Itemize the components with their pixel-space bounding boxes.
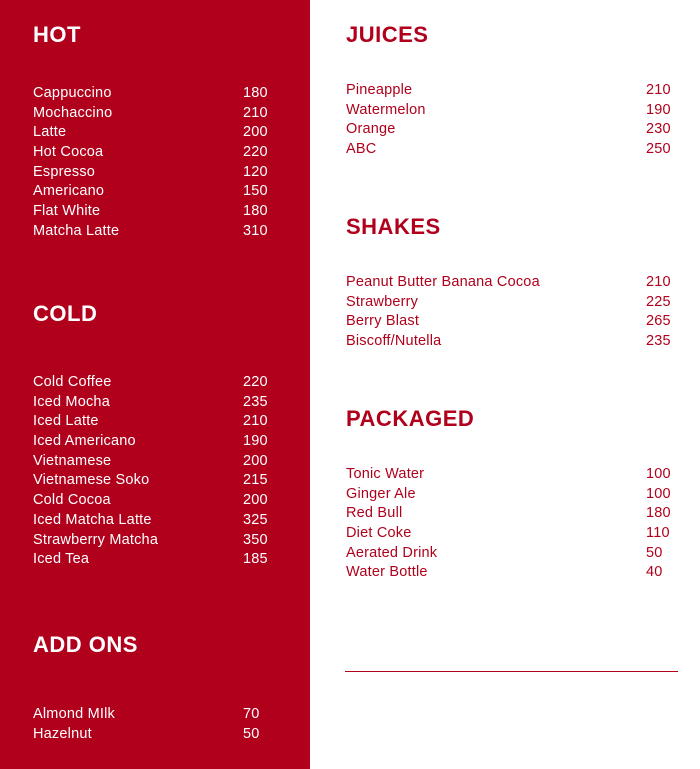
menu-item (33, 222, 268, 242)
menu-item (346, 524, 670, 544)
item-price: 210 (243, 413, 268, 430)
menu-item (33, 412, 268, 432)
item-price: 110 (646, 525, 670, 542)
section-heading: ADD ONS (33, 632, 138, 657)
item-name: Tonic Water (346, 466, 425, 482)
item-name: Watermelon (346, 101, 426, 118)
menu-item (33, 705, 260, 725)
section-heading: SHAKES (346, 214, 441, 239)
menu-item (346, 81, 671, 101)
item-price: 70 (243, 706, 260, 722)
menu-item (33, 471, 268, 491)
item-price: 120 (243, 163, 268, 180)
menu-item (33, 550, 268, 570)
item-name: Latte (33, 124, 67, 141)
menu-item (33, 84, 268, 104)
item-name: Iced Tea (33, 551, 90, 568)
item-price: 220 (243, 144, 268, 161)
menu-item (33, 123, 268, 143)
menu-item (346, 563, 663, 583)
item-price: 230 (646, 121, 671, 138)
item-price: 350 (243, 531, 268, 548)
item-name: Matcha Latte (33, 222, 120, 239)
item-name: Hazelnut (33, 725, 92, 742)
section-add-ons (33, 632, 283, 742)
item-price: 200 (243, 124, 268, 141)
section-cold (33, 301, 283, 568)
section-packaged (346, 406, 686, 581)
item-name: ABC (346, 141, 377, 158)
menu-item (346, 544, 663, 564)
item-list (33, 705, 260, 744)
section-heading: HOT (33, 22, 81, 47)
item-name: Orange (346, 121, 396, 138)
menu-item (346, 504, 671, 524)
item-price: 100 (646, 466, 671, 482)
item-price: 185 (243, 551, 268, 568)
item-name: Strawberry Matcha (33, 531, 159, 548)
item-name: Diet Coke (346, 525, 412, 542)
item-name: Water Bottle (346, 564, 428, 581)
item-price: 200 (243, 492, 268, 509)
item-name: Berry Blast (346, 313, 420, 330)
item-price: 50 (243, 725, 260, 742)
section-hot (33, 22, 283, 239)
item-name: Vietnamese Soko (33, 472, 150, 489)
item-list (346, 465, 671, 583)
item-name: Iced Matcha Latte (33, 511, 152, 528)
item-price: 190 (646, 101, 671, 118)
menu-item (33, 202, 268, 222)
item-name: Strawberry (346, 293, 419, 310)
item-price: 210 (243, 104, 268, 121)
item-price: 310 (243, 222, 268, 239)
item-price: 150 (243, 183, 268, 200)
item-name: Red Bull (346, 505, 403, 522)
item-list (346, 81, 671, 160)
section-shakes (346, 214, 686, 350)
item-name: Mochaccino (33, 104, 113, 121)
menu-item (33, 725, 260, 745)
section-heading: JUICES (346, 22, 429, 47)
item-price: 210 (646, 82, 671, 98)
item-list (33, 84, 268, 242)
menu-item (33, 163, 268, 183)
section-heading: COLD (33, 301, 98, 326)
item-price: 200 (243, 452, 268, 469)
item-price: 325 (243, 511, 268, 528)
item-name: Peanut Butter Banana Cocoa (346, 274, 540, 290)
item-price: 210 (646, 274, 671, 290)
item-name: Cold Cocoa (33, 492, 111, 509)
menu-item (33, 531, 268, 551)
left-panel (0, 0, 310, 769)
item-price: 180 (243, 85, 268, 101)
item-list (33, 373, 268, 570)
item-price: 100 (646, 485, 671, 502)
menu-item (33, 432, 268, 452)
menu-item (346, 293, 671, 313)
section-juices (346, 22, 686, 158)
item-name: Iced Mocha (33, 393, 110, 410)
menu-item (346, 485, 671, 505)
item-name: Espresso (33, 163, 96, 180)
item-name: Flat White (33, 203, 101, 220)
item-name: Almond MIlk (33, 706, 115, 722)
menu-item (346, 273, 671, 293)
menu-item (33, 143, 268, 163)
item-name: Iced Latte (33, 413, 99, 430)
item-name: Ginger Ale (346, 485, 416, 502)
menu-item (33, 511, 268, 531)
item-name: Vietnamese (33, 452, 112, 469)
item-price: 215 (243, 472, 268, 489)
item-name: Cold Coffee (33, 374, 112, 390)
menu-item (346, 120, 671, 140)
item-price: 235 (646, 333, 671, 350)
menu-item (33, 373, 268, 393)
item-list (346, 273, 671, 352)
item-price: 220 (243, 374, 268, 390)
item-name: Cappuccino (33, 85, 112, 101)
item-price: 50 (646, 544, 663, 561)
divider-line (345, 671, 678, 672)
menu-item (346, 101, 671, 121)
menu-item (33, 182, 268, 202)
item-name: Iced Americano (33, 433, 136, 450)
menu-item (33, 491, 268, 511)
item-price: 225 (646, 293, 671, 310)
item-name: Pineapple (346, 82, 413, 98)
item-price: 235 (243, 393, 268, 410)
menu-item (346, 140, 671, 160)
right-panel (310, 0, 700, 769)
section-heading: PACKAGED (346, 406, 475, 431)
menu-item (346, 312, 671, 332)
item-price: 180 (243, 203, 268, 220)
menu-item (346, 465, 671, 485)
item-price: 40 (646, 564, 663, 581)
item-name: Biscoff/Nutella (346, 333, 442, 350)
item-price: 180 (646, 505, 671, 522)
menu-item (33, 393, 268, 413)
item-price: 265 (646, 313, 671, 330)
item-price: 190 (243, 433, 268, 450)
item-name: Aerated Drink (346, 544, 438, 561)
item-name: Americano (33, 183, 105, 200)
item-name: Hot Cocoa (33, 144, 104, 161)
menu-item (346, 332, 671, 352)
menu-item (33, 104, 268, 124)
menu-item (33, 452, 268, 472)
item-price: 250 (646, 141, 671, 158)
